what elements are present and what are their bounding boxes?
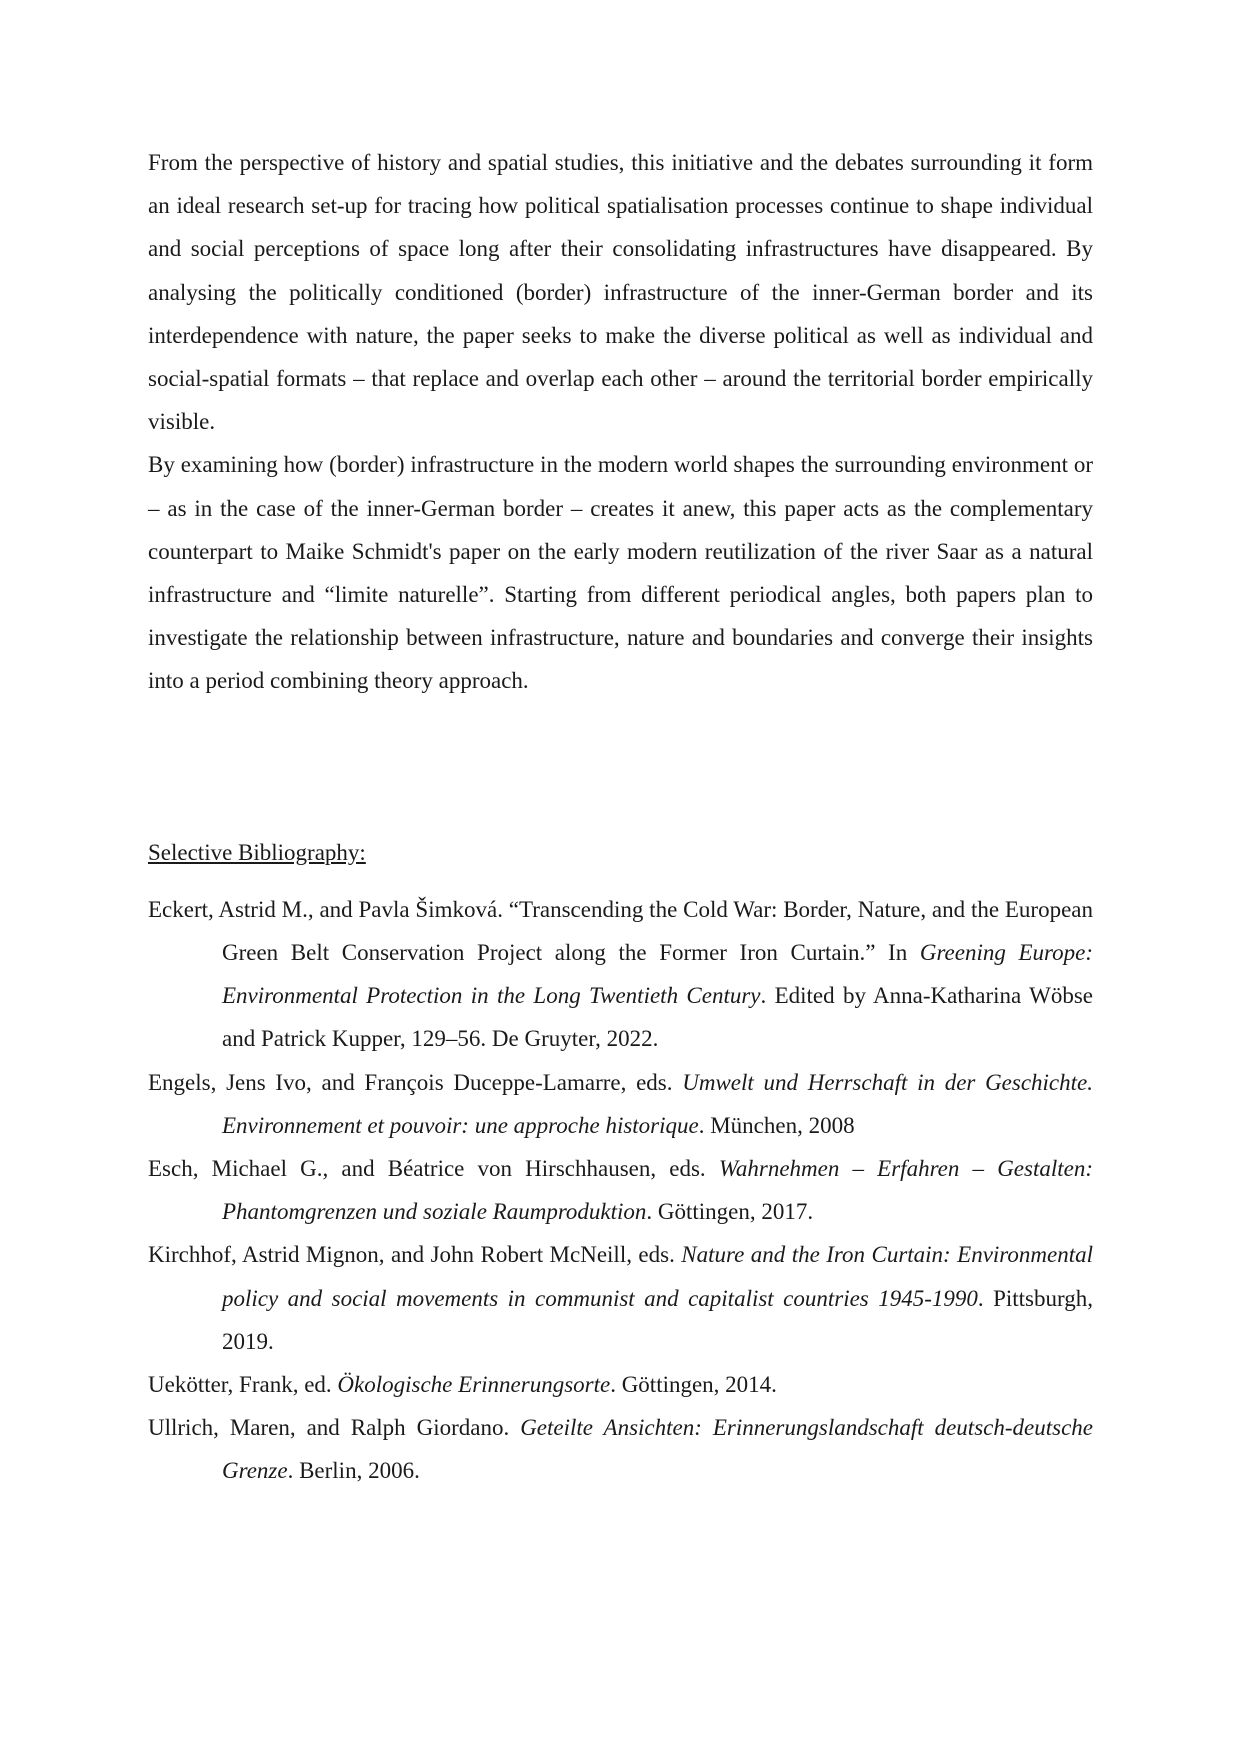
body-paragraph-2: By examining how (border) infrastructure in the modern world shapes the surrounding environment or – as in the case of the inner-German border – creates it anew, this paper acts as the complementary counterpart to Maike Schmidt's paper on the early modern reutilization of the river Saar as a natural infrastructure and “limite naturelle”. Starting from different periodical angles, both papers plan to investigate the relationship between infrastructure, nature and boundaries and converge their insights into a period combining theory approach.: [148, 452, 1093, 694]
entry-title: Umwelt und Herrschaft in der Geschichte. Environnement et pouvoir: une approche historique: [222, 1069, 1093, 1138]
entry-publication: . Göttingen, 2014.: [610, 1372, 777, 1398]
entry-authors: Esch, Michael G., and Béatrice von Hirschhausen, eds.: [148, 1156, 719, 1182]
entry-authors: Eckert, Astrid M., and Pavla Šimková. “Transcending the Cold War: Border, Nature, and the European Green Belt Conservation Project along the Former Iron Curtain.” In: [148, 896, 1093, 966]
entry-authors: Kirchhof, Astrid Mignon, and John Robert McNeill, eds.: [148, 1242, 682, 1268]
entry-title: Nature and the Iron Curtain: Environmental policy and social movements in communist and capitalist countries 1945-1990: [222, 1242, 1094, 1311]
bibliography-entry: [148, 1147, 1093, 1233]
entry-title: Geteilte Ansichten: Erinnerungslandschaft deutsch-deutsche Grenze: [222, 1415, 1093, 1484]
entry-title: Wahrnehmen – Erfahren – Gestalten: Phantomgrenzen und soziale Raumproduktion: [222, 1156, 1093, 1225]
entry-title: Ökologische Erinnerungsorte: [337, 1372, 611, 1398]
bibliography-entry: [148, 1061, 1093, 1147]
entry-publication: . München, 2008: [698, 1112, 855, 1138]
entry-title: Greening Europe: Environmental Protection in the Long Twentieth Century: [222, 940, 1093, 1009]
entry-publication: . Berlin, 2006.: [287, 1458, 420, 1484]
bibliography-list: [148, 888, 1093, 1493]
entry-publication: . Göttingen, 2017.: [646, 1199, 814, 1225]
bibliography-entry: [148, 1233, 1093, 1363]
entry-publication: . Pittsburgh, 2019.: [222, 1285, 1093, 1354]
bibliography-entry: [148, 888, 1093, 1061]
entry-authors: Engels, Jens Ivo, and François Duceppe-Lamarre, eds.: [148, 1069, 683, 1095]
entry-authors: Ullrich, Maren, and Ralph Giordano.: [148, 1415, 521, 1441]
body-paragraph-1: From the perspective of history and spatial studies, this initiative and the debates surrounding it form an ideal research set-up for tracing how political spatialisation processes continue to shape individual and social perceptions of space long after their consolidating infrastructures have disappeared. By analysing the politically conditioned (border) infrastructure of the inner-German border and its interdependence with nature, the paper seeks to make the diverse political as well as individual and social-spatial formats – that replace and overlap each other – around the territorial border empirically visible.: [148, 150, 1093, 435]
entry-publication: . Edited by Anna-Katharina Wöbse and Patrick Kupper, 129–56. De Gruyter, 2022.: [222, 983, 1093, 1052]
bibliography-entry: [148, 1363, 1093, 1406]
entry-authors: Uekötter, Frank, ed.: [148, 1372, 338, 1398]
document-page: [148, 141, 1093, 1493]
bibliography-heading: Selective Bibliography:: [148, 839, 366, 865]
section-spacer: [148, 703, 1093, 831]
bibliography-entry: [148, 1406, 1093, 1492]
